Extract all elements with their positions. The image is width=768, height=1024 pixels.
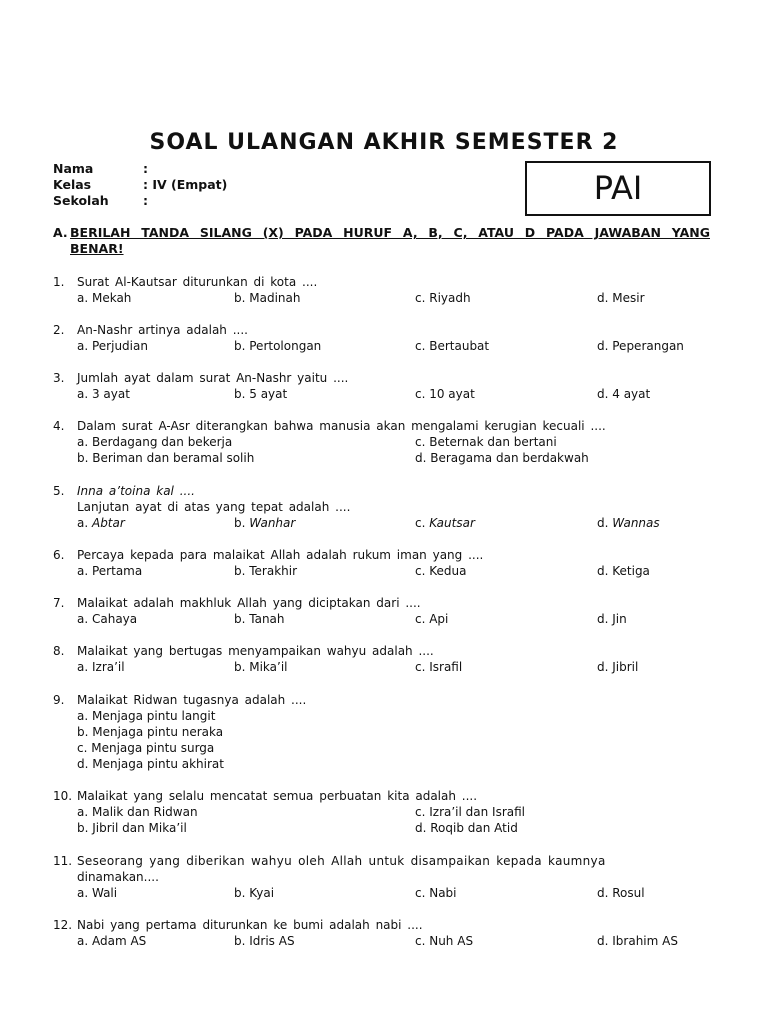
option-b: b. Pertolongan (234, 339, 322, 353)
option-a: a. Izra’il (77, 660, 125, 674)
option-b: b. Idris AS (234, 934, 295, 948)
option-d: d. Rosul (597, 886, 645, 900)
question-text: Surat Al-Kautsar diturunkan di kota .... (77, 275, 318, 289)
option-b: b. Mika’il (234, 660, 288, 674)
option-c: c. Nabi (415, 886, 457, 900)
option-c: c. Api (415, 612, 449, 626)
section-letter: A. (53, 225, 68, 240)
question-text: Jumlah ayat dalam surat An-Nashr yaitu .... (77, 371, 349, 385)
option-b: b. 5 ayat (234, 387, 288, 401)
question-number: 8. (53, 644, 65, 658)
option-a: a. Perjudian (77, 339, 148, 353)
option-c: c. Israfil (415, 660, 463, 674)
option-d: d. Beragama dan berdakwah (415, 451, 589, 465)
option-c: c. Kautsar (415, 516, 475, 530)
option-b: b. Wanhar (234, 516, 296, 530)
option-d: d. Peperangan (597, 339, 684, 353)
nama-value: : (143, 161, 148, 176)
question-number: 10. (53, 789, 73, 803)
option-a: a. Pertama (77, 564, 143, 578)
subject-box: PAI (525, 161, 711, 216)
option-b: b. Madinah (234, 291, 301, 305)
option-a: a. Mekah (77, 291, 132, 305)
question-text: Dalam surat A-Asr diterangkan bahwa manusia akan mengalami kerugian kecuali .... (77, 419, 606, 433)
option-c: c. Bertaubat (415, 339, 490, 353)
option-c: c. Nuh AS (415, 934, 474, 948)
question-number: 11. (53, 854, 73, 868)
sekolah-label: Sekolah (53, 193, 109, 208)
option-a: a. Adam AS (77, 934, 147, 948)
option-c: c. Izra’il dan Israfil (415, 805, 526, 819)
question-text: Malaikat yang selalu mencatat semua perbuatan kita adalah .... (77, 789, 478, 803)
option-a: a. Menjaga pintu langit (77, 709, 216, 723)
question-text: An-Nashr artinya adalah .... (77, 323, 248, 337)
question-number: 2. (53, 323, 65, 337)
option-c: c. 10 ayat (415, 387, 475, 401)
option-d: d. Ibrahim AS (597, 934, 678, 948)
option-b: b. Terakhir (234, 564, 298, 578)
option-d: d. Roqib dan Atid (415, 821, 518, 835)
question-text-continued: dinamakan.... (77, 870, 159, 884)
question-number: 12. (53, 918, 73, 932)
option-d: d. Mesir (597, 291, 645, 305)
option-b: b. Jibril dan Mika’il (77, 821, 187, 835)
option-a: a. 3 ayat (77, 387, 130, 401)
option-d: d. Jin (597, 612, 627, 626)
option-c: c. Riyadh (415, 291, 471, 305)
kelas-value: : IV (Empat) (143, 177, 228, 192)
question-number: 9. (53, 693, 65, 707)
question-text: Percaya kepada para malaikat Allah adalah rukum iman yang .... (77, 548, 484, 562)
option-c: c. Beternak dan bertani (415, 435, 557, 449)
option-c: c. Menjaga pintu surga (77, 741, 215, 755)
question-text: Inna a’toina kal .... (77, 484, 195, 498)
option-b: b. Kyai (234, 886, 275, 900)
question-number: 4. (53, 419, 65, 433)
option-a: a. Malik dan Ridwan (77, 805, 198, 819)
option-a: a. Wali (77, 886, 118, 900)
option-a: a. Cahaya (77, 612, 138, 626)
option-b: b. Beriman dan beramal solih (77, 451, 255, 465)
question-number: 1. (53, 275, 65, 289)
question-text: Malaikat Ridwan tugasnya adalah .... (77, 693, 307, 707)
page-title: SOAL ULANGAN AKHIR SEMESTER 2 (149, 130, 619, 155)
section-instruction: BERILAH TANDA SILANG (X) PADA HURUF A, B, C, ATAU D PADA JAWABAN YANG BENAR! (70, 225, 710, 256)
kelas-label: Kelas (53, 177, 92, 192)
option-a: a. Abtar (77, 516, 125, 530)
option-d: d. Jibril (597, 660, 639, 674)
question-number: 5. (53, 484, 65, 498)
question-number: 6. (53, 548, 65, 562)
option-d: d. Menjaga pintu akhirat (77, 757, 224, 771)
nama-label: Nama (53, 161, 94, 176)
question-text-continued: Lanjutan ayat di atas yang tepat adalah .... (77, 500, 351, 514)
option-d: d. Ketiga (597, 564, 650, 578)
question-text: Malaikat adalah makhluk Allah yang diciptakan dari .... (77, 596, 421, 610)
question-text: Seseorang yang diberikan wahyu oleh Allah untuk disampaikan kepada kaumnya (77, 854, 606, 868)
question-text: Nabi yang pertama diturunkan ke bumi adalah nabi .... (77, 918, 423, 932)
question-text: Malaikat yang bertugas menyampaikan wahyu adalah .... (77, 644, 434, 658)
option-a: a. Berdagang dan bekerja (77, 435, 233, 449)
option-d: d. Wannas (597, 516, 660, 530)
option-b: b. Menjaga pintu neraka (77, 725, 224, 739)
option-d: d. 4 ayat (597, 387, 651, 401)
option-b: b. Tanah (234, 612, 285, 626)
question-number: 7. (53, 596, 65, 610)
sekolah-value: : (143, 193, 148, 208)
option-c: c. Kedua (415, 564, 467, 578)
question-number: 3. (53, 371, 65, 385)
